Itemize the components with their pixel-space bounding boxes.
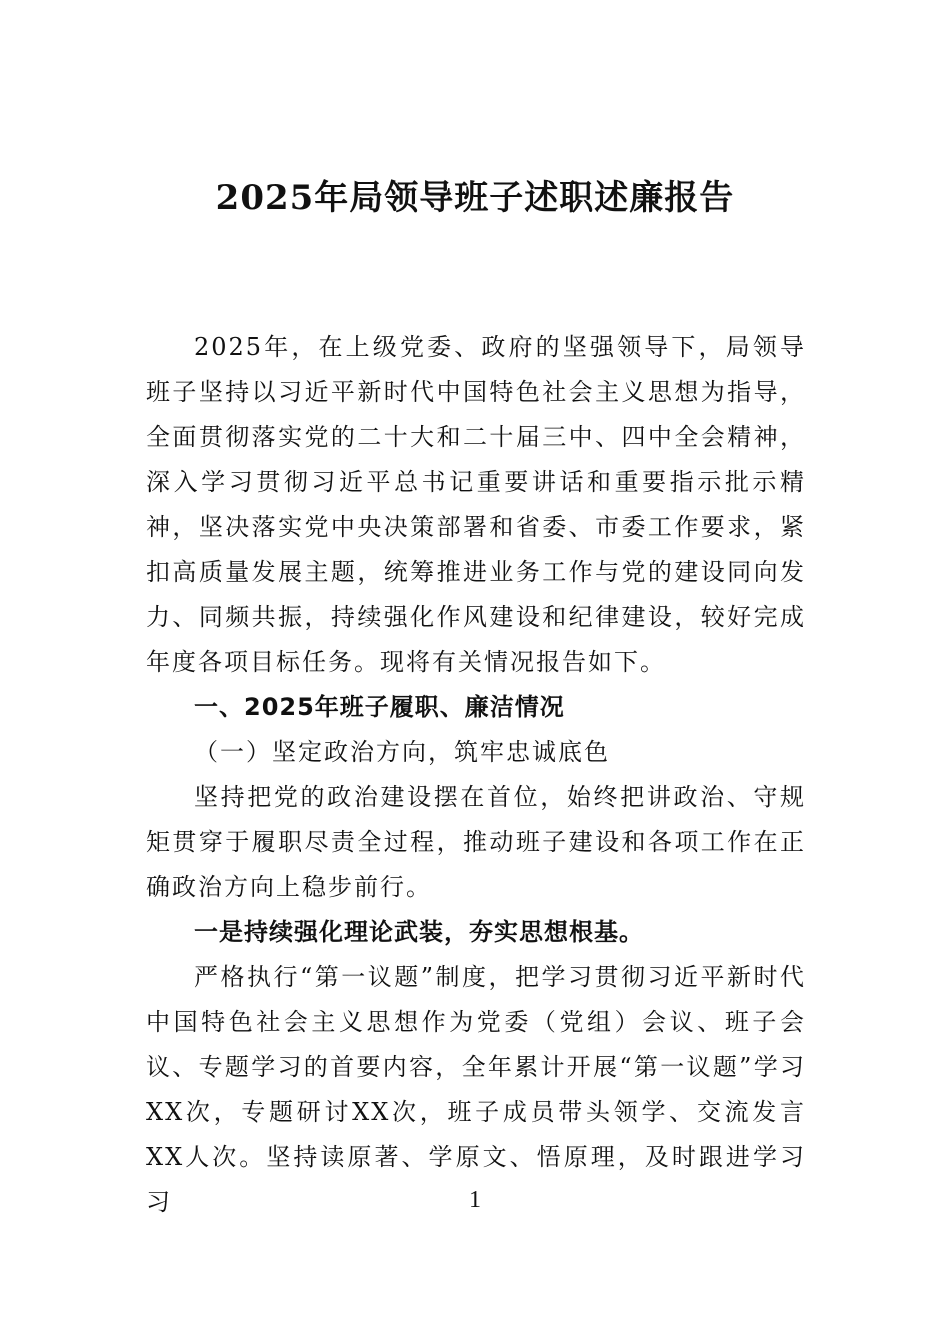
point-paragraph: 严格执行“第一议题”制度，把学习贯彻习近平新时代中国特色社会主义思想作为党委（党组）会议、班子会议、专题学习的首要内容，全年累计开展“第一议题”学习XX次，专题研讨XX次，班子成员带头领学、交流发言XX人次。坚持读原著、学原文、悟原理，及时跟进学习习: [146, 963, 806, 1216]
subsection-paragraph: 坚持把党的政治建设摆在首位，始终把讲政治、守规矩贯穿于履职尽责全过程，推动班子建设和各项工作在正确政治方向上稳步前行。: [146, 783, 806, 901]
page-number: 1: [469, 1187, 481, 1213]
subsection-heading: （一）坚定政治方向，筑牢忠诚底色: [194, 738, 610, 766]
section-heading: 一、2025年班子履职、廉洁情况: [194, 693, 565, 721]
document-title: 2025年局领导班子述职述廉报告: [215, 178, 735, 218]
intro-paragraph: 2025年，在上级党委、政府的坚强领导下，局领导班子坚持以习近平新时代中国特色社会主义思想为指导，全面贯彻落实党的二十大和二十届三中、四中全会精神，深入学习贯彻习近平总书记重要讲话和重要指示批示精神，坚决落实党中央决策部署和省委、市委工作要求，紧扣高质量发展主题，统筹推进业务工作与党的建设同向发力、同频共振，持续强化作风建设和纪律建设，较好完成年度各项目标任务。现将有关情况报告如下。: [146, 333, 806, 676]
point-heading: 一是持续强化理论武装，夯实思想根基。: [194, 918, 644, 946]
document-body: [146, 325, 806, 1225]
